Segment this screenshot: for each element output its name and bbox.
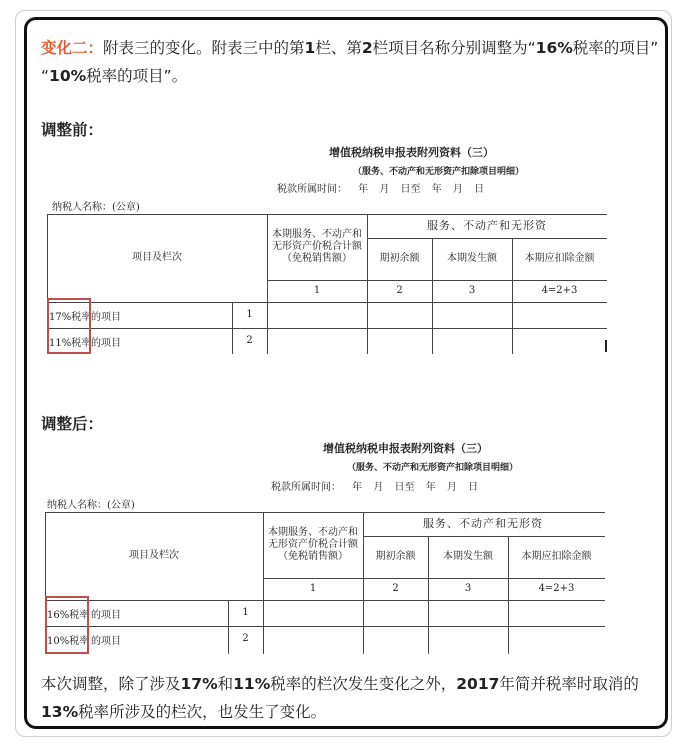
before-col-price: 本期服务、不动产和无形资产价税合计额（免税销售额）	[272, 229, 362, 264]
after-col-open: 期初余额	[375, 551, 416, 562]
outro-paragraph	[41, 670, 661, 726]
after-highlight-box	[45, 596, 89, 654]
before-num-4: 4=2+3	[541, 285, 578, 296]
after-row2-rest: 的项目	[91, 636, 121, 647]
before-row2-rate: 11%税率	[49, 338, 92, 349]
before-row1-rest: 的项目	[91, 312, 121, 323]
intro-label: 变化二：	[41, 39, 104, 57]
after-num-4: 4=2+3	[538, 583, 575, 594]
before-highlight-box	[47, 298, 91, 354]
outro-text-2: 和	[217, 675, 234, 693]
after-table-image	[45, 436, 605, 654]
before-heading: 调整前：	[41, 121, 104, 139]
before-num-3: 3	[468, 285, 476, 296]
before-form-subtitle: （服务、不动产和无形资产扣除项目明细）	[353, 167, 525, 177]
after-col-deduct: 本期应扣除金额	[521, 551, 592, 562]
after-heading: 调整后：	[41, 415, 104, 433]
before-form-title: 增值税纳税申报表附列资料（三）	[329, 146, 494, 159]
outro-year: 2017	[456, 675, 500, 693]
before-col-group: 服务、不动产和无形资	[427, 219, 547, 232]
outro-rate-13: 13%	[41, 703, 79, 721]
after-period: 税款所属时间： 年 月 日至 年 月 日	[271, 482, 479, 493]
after-col-price: 本期服务、不动产和无形资产价税合计额（免税销售额）	[268, 527, 358, 562]
after-col-current: 本期发生额	[443, 551, 493, 562]
intro-text-1: 附表三的变化。附表三中的第	[103, 39, 305, 57]
after-row1-rest: 的项目	[91, 610, 121, 621]
before-num-2: 2	[396, 285, 403, 296]
before-row1-rate: 17%税率	[49, 312, 92, 323]
before-period: 税款所属时间： 年 月 日至 年 月 日	[277, 184, 485, 195]
intro-paragraph	[41, 34, 661, 90]
after-taxpayer: 纳税人名称：(公章)	[47, 500, 135, 511]
content-card	[24, 17, 668, 729]
before-row1-no: 1	[246, 309, 253, 320]
before-row2-rest: 的项目	[91, 338, 121, 349]
before-col-open: 期初余额	[379, 253, 420, 264]
after-row1-rate: 16%税率	[47, 610, 90, 621]
before-col-item: 项目及栏次	[132, 252, 182, 263]
intro-text-5: 税率的项目”。	[86, 67, 188, 85]
outro-text-3: 税率的栏次发生变化之外，	[270, 675, 457, 693]
after-form-subtitle: （服务、不动产和无形资产扣除项目明细）	[347, 463, 519, 473]
after-num-2: 2	[392, 583, 399, 594]
intro-text-3: 栏项目名称分别调整为“	[372, 39, 536, 57]
outro-rate-11: 11%	[233, 675, 271, 693]
outro-text-1: 本次调整，除了涉及	[41, 675, 181, 693]
before-col-deduct: 本期应扣除金额	[524, 253, 595, 264]
after-col-group: 服务、不动产和无形资	[423, 517, 543, 530]
outro-text-5: 税率所涉及的栏次，也发生了变化。	[78, 703, 327, 721]
before-col-current: 本期发生额	[447, 253, 497, 264]
intro-rate-10: 10%	[49, 67, 87, 85]
intro-num-2: 2	[361, 39, 373, 57]
after-col-item: 项目及栏次	[129, 550, 179, 561]
after-row2-no: 2	[242, 633, 249, 644]
intro-text-4: 税率的项目” “	[41, 39, 659, 85]
before-table-image	[47, 142, 607, 354]
before-edge-mark	[605, 340, 607, 352]
outro-rate-17: 17%	[180, 675, 218, 693]
intro-rate-16: 16%	[535, 39, 573, 57]
before-row2-no: 2	[246, 335, 253, 346]
before-num-1: 1	[313, 285, 321, 296]
outro-text-4: 年简并税率时取消的	[499, 675, 639, 693]
intro-num-1: 1	[304, 39, 316, 57]
after-row1-no: 1	[242, 607, 249, 618]
after-num-3: 3	[464, 583, 472, 594]
intro-text-2: 栏、第	[315, 39, 362, 57]
after-num-1: 1	[309, 583, 317, 594]
after-row2-rate: 10%税率	[47, 636, 90, 647]
after-form-title: 增值税纳税申报表附列资料（三）	[323, 442, 488, 455]
before-taxpayer: 纳税人名称：(公章)	[52, 202, 140, 213]
